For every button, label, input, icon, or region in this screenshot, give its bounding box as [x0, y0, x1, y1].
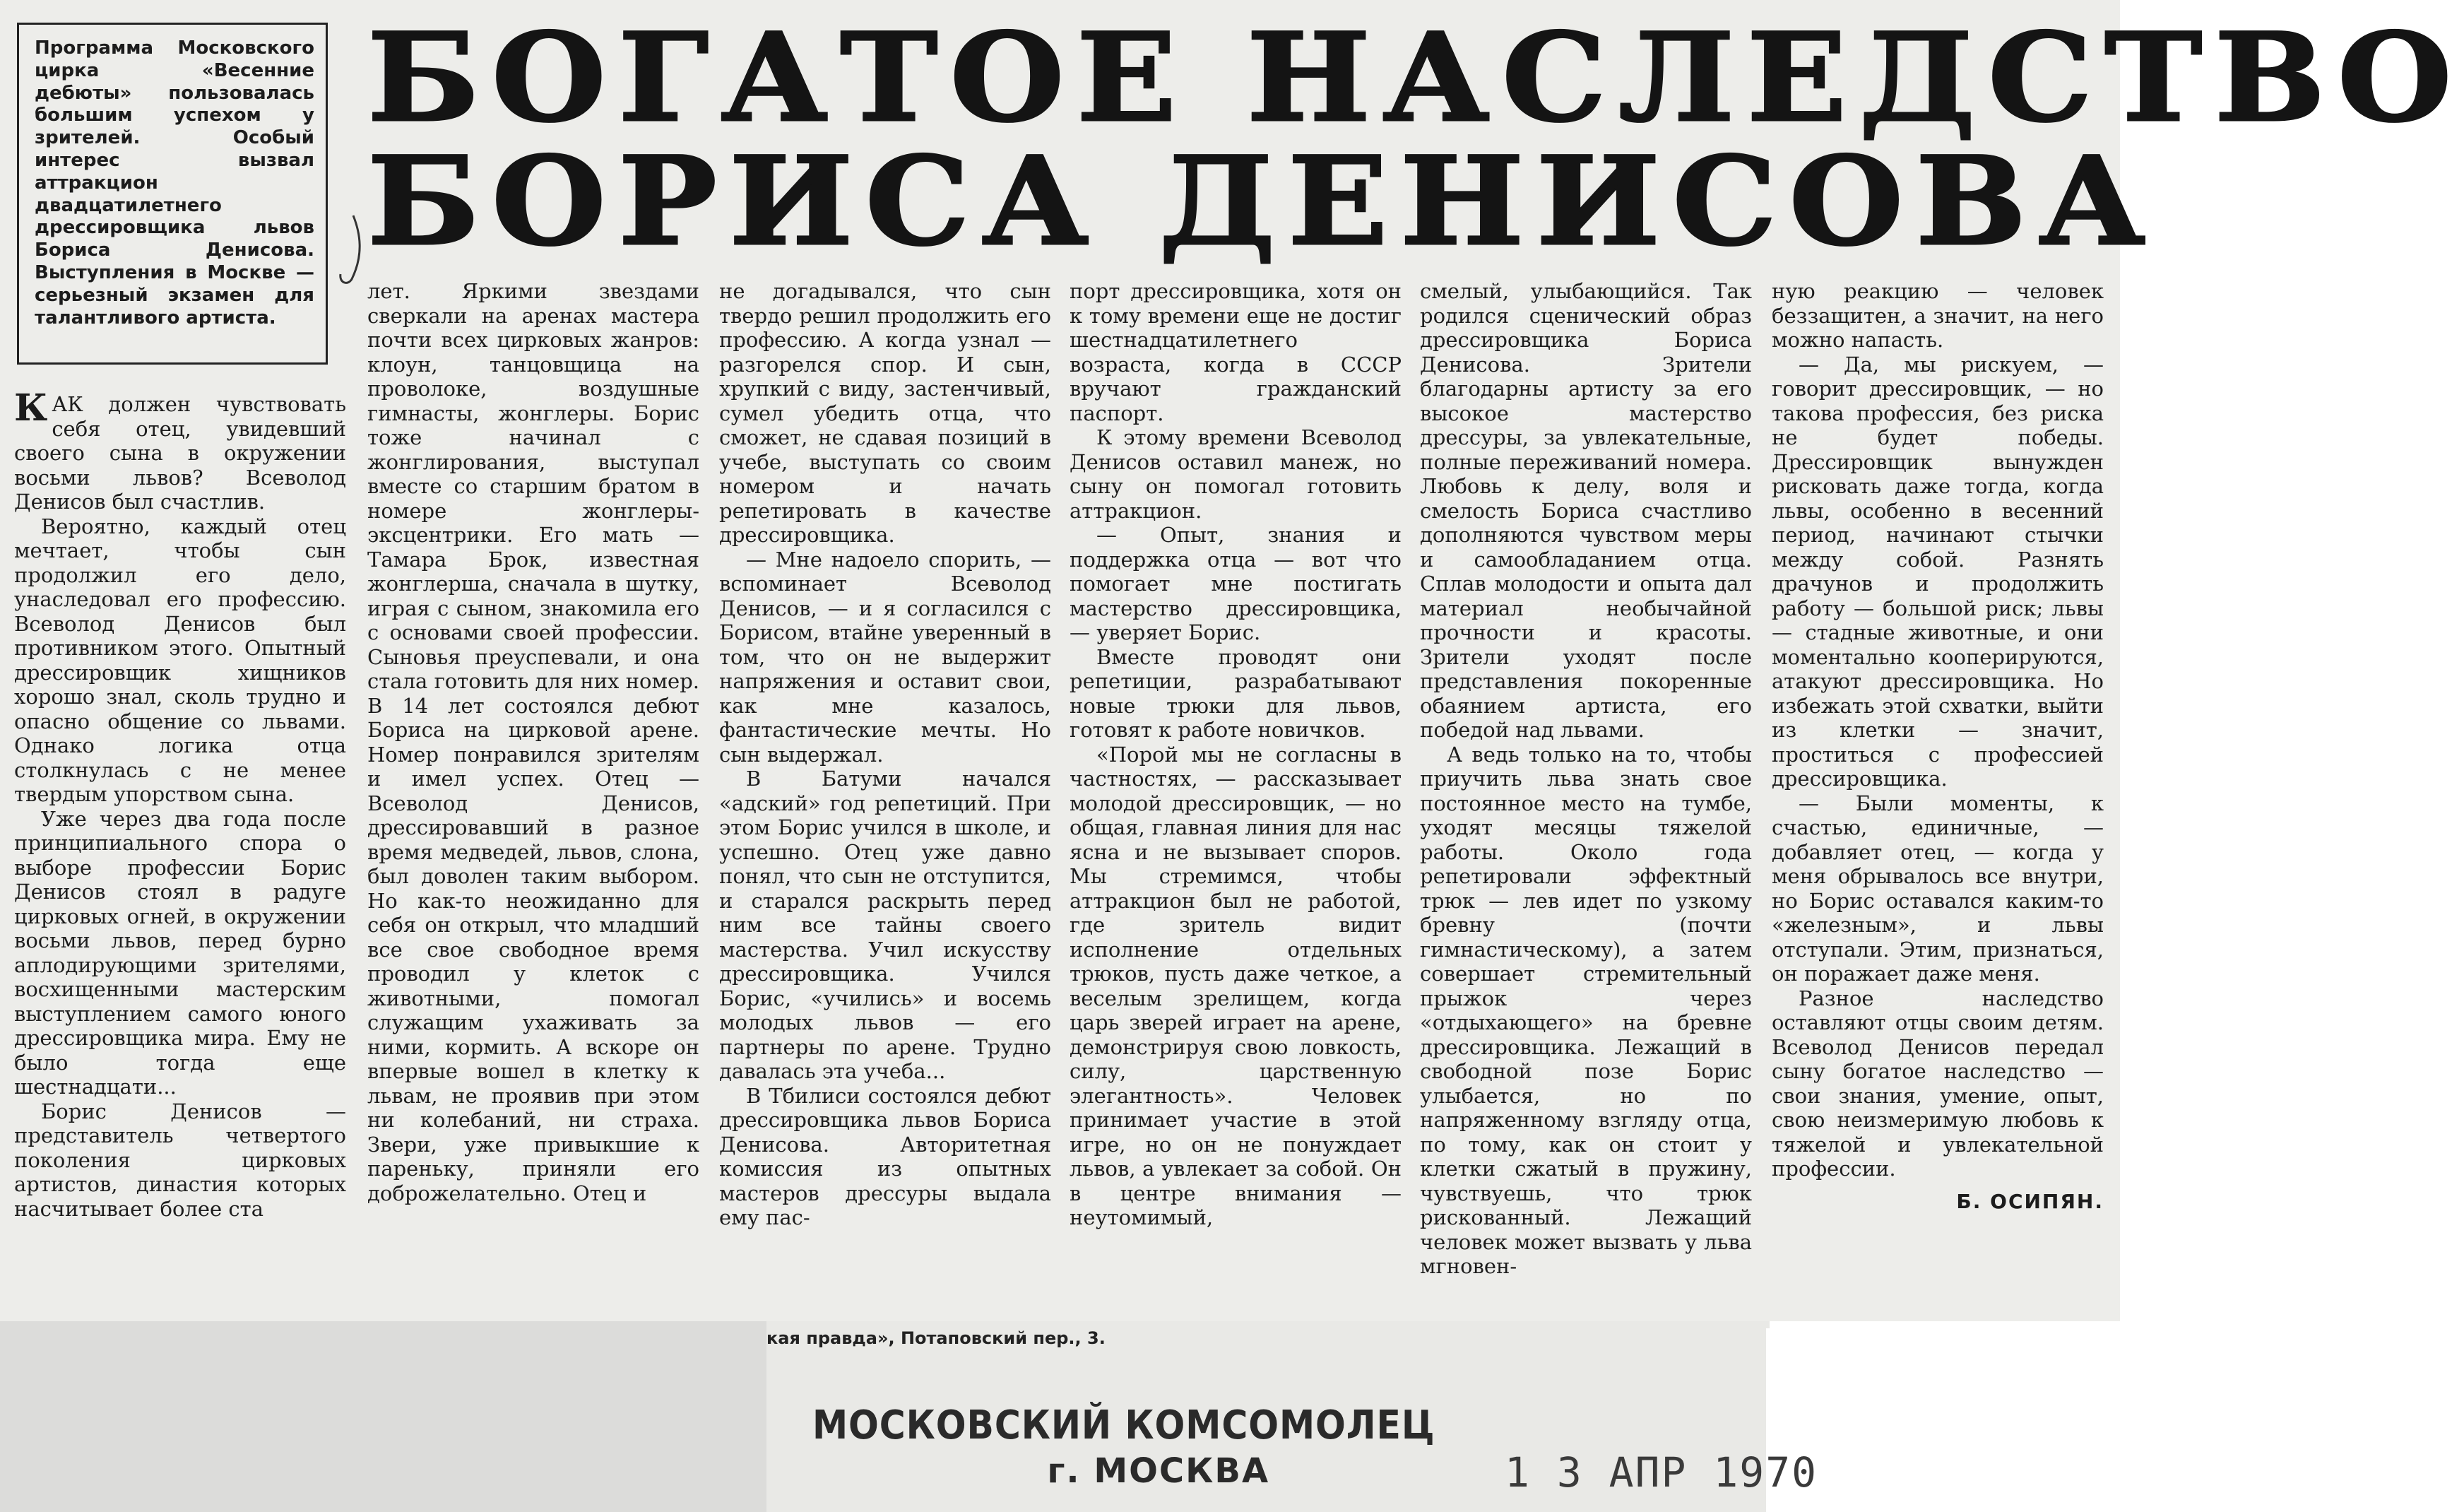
paragraph: Уже через два года после принципиального спора о выборе профессии Борис Денисов стоял в радуге цирковых огней, в окружении восьми львов, перед бурно аплодирующими зрителями, восхищенными мастерским выступлением самого юного дрессировщика мира. Ему не было тогда еще шестнадцати... — [14, 806, 346, 1099]
paragraph: не догадывался, что сын твердо решил продолжить его профессию. А когда узнал — разгорелся спор. И сын, хрупкий с виду, застенчивый, сумел убедить отца, что сможет, не сдавая позиций в учебе, выступать со своим номером и начать репетировать в качестве дрессировщика. — [719, 279, 1051, 547]
paragraph: Разное наследство оставляют отцы своим детям. Всеволод Денисов передал сыну богатое наследство — свои знания, умение, опыт, свою неизмеримую любовь к тяжелой и увлекательной профессии. — [1772, 986, 2104, 1181]
paragraph: А ведь только на то, чтобы приучить льва знать свое постоянное место на тумбе, уходят месяцы тяжелой работы. Около года репетировали эффектный трюк — лев идет по узкому бревну (почти гимнастическому), а затем совершает стремительный прыжок через «отдыхающего» на бревне дрессировщика. Лежащий в свободной позе Борис улыбается, но по напряженному взгляду отца, по тому, как он стоит у клетки сжатый в пружину, чувствуешь, что трюк рискованный. Лежащий человек может вызвать у льва мгновен- — [1420, 742, 1752, 1278]
stamp-city: г. МОСКВА — [1047, 1451, 1270, 1491]
newspaper-stamp — [812, 1402, 1504, 1491]
paragraph: — Мне надоело спорить, — вспоминает Всеволод Денисов, — и я согласился с Борисом, втайне уверенный в том, что он не выдержит напряжения и оставит свои, как мне казалось, фантастические мечты. Но сын выдержал. — [719, 547, 1051, 767]
backing-sheet — [0, 1321, 766, 1512]
paragraph: лет. Яркими звездами сверкали на аренах мастера почти всех цирковых жанров: клоун, танцовщица на проволоке, воздушные гимнасты, жонглеры. Борис тоже начинал с жонглирования, выступал вместе со старшим братом в номере жонглеры-эксцентрики. Его мать — Тамара Брок, известная жонглерша, сначала в шутку, играя с сыном, знакомила его с основами своей профессии. Сыновья преуспевали, и она стала готовить для них номер. В 14 лет состоялся дебют Бориса на цирковой арене. Номер понравился зрителям и имел успех. Отец — Всеволод Денисов, дрессировавший в разное время медведей, львов, слона, был доволен таким выбором. Но как-то неожиданно для себя он открыл, что младший все свое свободное время проводил у клеток с животными, помогал служащим ухаживать за ними, кормить. А вскоре он впервые вошел в клетку к львам, не проявив при этом ни колебаний, ни страха. Звери, уже привыкшие к пареньку, приняли его доброжелательно. Отец и — [367, 279, 699, 1205]
paragraph: — Опыт, знания и поддержка отца — вот что помогает мне постигать мастерство дрессировщика, — уверяет Борис. — [1070, 523, 1402, 644]
paragraph: КАК должен чувствовать себя отец, увидевший своего сына в окружении восьми львов? Всеволод Денисов был счастлив. — [14, 386, 346, 514]
intro-text: Программа Московского цирка «Весенние дебюты» пользовалась большим успехом у зрителей. Особый интерес вызвал аттракцион двадцатилетнего дрессировщика львов Бориса Денисова. Выступления в Москве — серьезный экзамен для талантливого артиста. — [35, 37, 314, 329]
blank-margin — [1766, 1328, 2120, 1512]
article-column-2 — [367, 279, 699, 1205]
paragraph: — Да, мы рискуем, — говорит дрессировщик, — но такова профессия, без риска не будет победы. Дрессировщик вынужден рисковать даже тогда, когда львы, особенно в весенний период, начинают стычки между собой. Разнять драчунов и продолжить работу — большой риск; львы — стадные животные, и они моментально кооперируются, атакуют дрессировщика. Но избежать этой схватки, выйти из клетки — значит, проститься с профессией дрессировщика. — [1772, 352, 2104, 791]
article-column-6 — [1772, 279, 2104, 1214]
paragraph: Вместе проводят они репетиции, разрабатывают новые трюки для львов, готовят к работе новичков. — [1070, 644, 1402, 742]
intro-box — [17, 23, 328, 365]
paragraph: В Батуми начался «адский» год репетиций. При этом Борис учился в школе, и успешно. Отец уже давно понял, что сын не отступится, и старался раскрыть перед ним все тайны своего мастерства. Учил искусству дрессировщика. Учился Борис, «учились» и восемь молодых львов — его партнеры по арене. Трудно давалась эта учеба... — [719, 767, 1051, 1083]
article-column-1 — [14, 386, 346, 1221]
paragraph: Вероятно, каждый отец мечтает, чтобы сын продолжил его дело, унаследовал его профессию. Всеволод Денисов был противником этого. Опытный дрессировщик хищников хорошо знал, сколь трудно и опасно общение со львами. Однако логика отца столкнулась с не менее твердым упорством сына. — [14, 514, 346, 806]
stamp-newspaper-name: МОСКОВСКИЙ КОМСОМОЛЕЦ — [812, 1402, 1435, 1448]
article-column-5 — [1420, 279, 1752, 1279]
paragraph: — Были моменты, к счастью, единичные, — добавляет отец, — когда у меня обрывалось все внутри, но Борис оставался каким-то «железным», и львы отступали. Этим, признаться, он поражает даже меня. — [1772, 791, 2104, 986]
paragraph: порт дрессировщика, хотя он к тому времени еще не достиг шестнадцатилетнего возраста, когда в СССР вручают гражданский паспорт. — [1070, 279, 1402, 425]
headline — [367, 6, 2464, 273]
date-stamp: 1 3 АПР 1970 — [1505, 1448, 1818, 1496]
paragraph: К этому времени Всеволод Денисов оставил манеж, но сыну он помогал готовить аттракцион. — [1070, 425, 1402, 523]
article-column-3 — [719, 279, 1051, 1230]
article-column-4 — [1070, 279, 1402, 1230]
paragraph: «Порой мы не согласны в частностях, — рассказывает молодой дрессировщик, — но общая, главная линия для нас ясна и не вызывает споров. Мы стремимся, чтобы аттракцион был не работой, где зритель видит исполнение отдельных трюков, пусть даже четкое, а веселым зрелищем, когда царь зверей играет на арене, демонстрируя свою ловкость, силу, царственную элегантность». Человек принимает участие в этой игре, но он не понуждает львов, а увлекает за собой. Он в центре внимания — неутомимый, — [1070, 742, 1402, 1229]
paragraph: Борис Денисов — представитель четвертого поколения цирковых артистов, династия которых насчитывает более ста — [14, 1099, 346, 1221]
headline-line-2: БОРИСА ДЕНИСОВА — [367, 129, 2158, 273]
drop-cap: К — [14, 386, 48, 430]
author-signature: Б. ОСИПЯН. — [1956, 1189, 2104, 1213]
paragraph: В Тбилиси состоялся дебют дрессировщика львов Бориса Денисова. Авторитетная комиссия из опытных мастеров дрессуры выдала ему пас- — [719, 1083, 1051, 1229]
paragraph: ную реакцию — человек беззащитен, а значит, на него можно напасть. — [1772, 279, 2104, 352]
headline-line-1: БОГАТОЕ НАСЛЕДСТВО — [367, 6, 2464, 149]
publisher-address: кая правда», Потаповский пер., 3. — [766, 1328, 1106, 1348]
paragraph: смелый, улыбающийся. Так родился сценический образ дрессировщика Бориса Денисова. Зрители благодарны артисту за его высокое мастерство дрессуры, за увлекательные, полные переживаний номера. Любовь к делу, воля и смелость Бориса счастливо дополняются чувством меры и самообладанием отца. Сплав молодости и опыта дал материал необычайной прочности и красоты. Зрители уходят после представления покоренные обаянием артиста, его победой над львами. — [1420, 279, 1752, 742]
